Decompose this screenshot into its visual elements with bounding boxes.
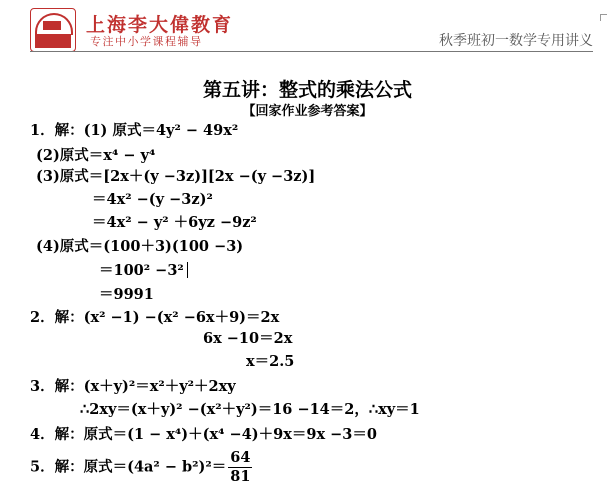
brand-name: 上海李大偉教育 [86, 14, 234, 36]
answer-2-line-2: 6x −10＝2x [203, 330, 293, 347]
answer-3-line-1: 3．解：(x＋y)²＝x²＋y²＋2xy [30, 378, 236, 395]
text-cursor [187, 262, 188, 278]
logo-icon [30, 8, 76, 52]
page-subtitle: 【回家作业参考答案】 [242, 104, 373, 119]
page-corner-mark [600, 14, 607, 21]
answer-2-line-1: 2．解：(x² −1) −(x² −6x＋9)＝2x [30, 309, 280, 326]
answer-1-line-6: (4)原式＝(100＋3)(100 −3) [36, 238, 244, 255]
fraction-denominator: 81 [230, 468, 251, 485]
answer-1-line-7-wrap [99, 262, 188, 280]
answer-1-line-1: 1．解：(1) 原式＝4y² − 49x² [30, 122, 239, 139]
answer-1-line-5: ＝4x² − y² ＋6yz −9z² [92, 214, 257, 231]
fraction-numerator: 64 [230, 449, 251, 466]
course-label: 秋季班初一数学专用讲义 [439, 33, 593, 49]
answer-2-line-3: x＝2.5 [246, 353, 295, 370]
answer-3-line-2: ∴2xy＝(x＋y)² −(x²＋y²)＝16 −14＝2，∴xy＝1 [80, 401, 420, 418]
answer-1-line-8: ＝9991 [99, 286, 154, 303]
answer-1-line-2: (2)原式＝x⁴ − y⁴ [36, 147, 156, 164]
answer-1-line-7: ＝100² −3² [99, 262, 184, 279]
answer-5-fraction [228, 449, 252, 486]
answer-4-line-1: 4．解：原式＝(1 − x⁴)＋(x⁴ −4)＋9x＝9x −3＝0 [30, 426, 377, 443]
answer-1-line-3: (3)原式＝[2x＋(y −3z)][2x −(y −3z)] [36, 168, 316, 185]
answer-1-line-4: ＝4x² −(y −3z)² [92, 191, 213, 208]
header-divider [30, 51, 593, 52]
page-title: 第五讲：整式的乘法公式 [202, 79, 412, 101]
brand-subtitle: 专注中小学课程辅导 [90, 35, 203, 48]
answer-5-line [30, 449, 252, 486]
answer-5-prefix: 5．解：原式＝(4a² − b²)²＝ [30, 458, 227, 476]
